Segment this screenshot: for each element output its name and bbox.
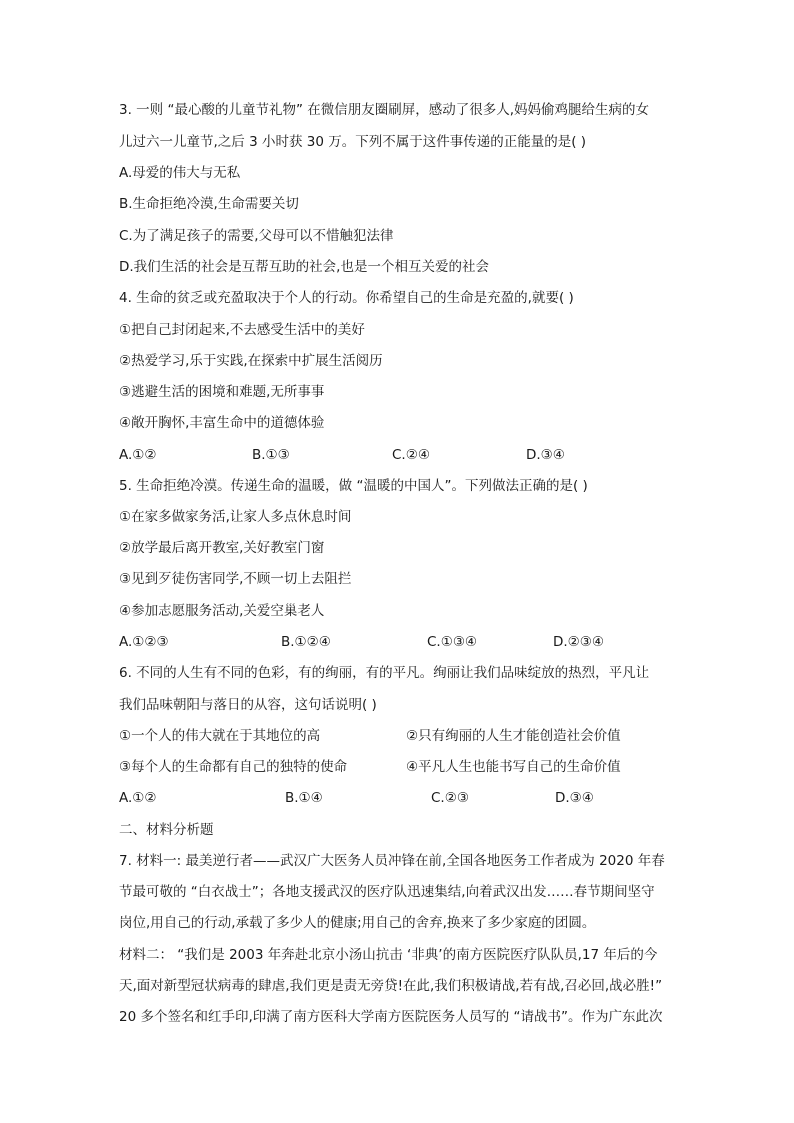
q5-answer-d: D.②③④ xyxy=(553,634,604,650)
q7-material1-line3: 岗位,用自己的行动,承载了多少人的健康;用自己的舍弃,换来了多少家庭的团圆。 xyxy=(119,915,596,931)
q3-stem-line2: 儿过六一儿童节,之后 3 小时获 30 万。下列不属于这件事传递的正能量的是( ) xyxy=(119,134,587,150)
q3-option-d: D.我们生活的社会是互帮互助的社会,也是一个相互关爱的社会 xyxy=(119,259,489,275)
q6-answer-d: D.③④ xyxy=(555,790,594,806)
q6-item-2: ②只有绚丽的人生才能创造社会价值 xyxy=(406,728,621,744)
q7-material2-line2: 天,面对新型冠状病毒的肆虐,我们更是责无旁贷!在此,我们积极请战,若有战,召必回,战必胜!” xyxy=(119,978,663,994)
q5-item-4: ④参加志愿服务活动,关爱空巢老人 xyxy=(119,603,325,619)
q4-item-3: ③逃避生活的困境和难题,无所事事 xyxy=(119,384,325,400)
q4-item-4: ④敞开胸怀,丰富生命中的道德体验 xyxy=(119,415,325,431)
q7-material2-line1: 材料二： “我们是 2003 年奔赴北京小汤山抗击 ‘非典’的南方医院医疗队队员,17 年后的今 xyxy=(119,947,658,963)
q6-item-1: ①一个人的伟大就在于其地位的高 xyxy=(119,728,321,744)
q5-item-1: ①在家多做家务活,让家人多点休息时间 xyxy=(119,509,352,525)
q6-item-4: ④平凡人生也能书写自己的生命价值 xyxy=(406,759,621,775)
q3-option-c: C.为了满足孩子的需要,父母可以不惜触犯法律 xyxy=(119,228,394,244)
q5-stem: 5. 生命拒绝冷漠。传递生命的温暖，做 “温暖的中国人”。下列做法正确的是( ) xyxy=(119,478,588,494)
q4-answer-c: C.②④ xyxy=(392,447,430,463)
q3-option-b: B.生命拒绝冷漠,生命需要关切 xyxy=(119,196,299,212)
q6-item-3: ③每个人的生命都有自己的独特的使命 xyxy=(119,759,348,775)
q5-item-3: ③见到歹徒伤害同学,不顾一切上去阻拦 xyxy=(119,571,352,587)
q7-material1-line1: 7. 材料一: 最美逆行者——武汉广大医务人员冲锋在前,全国各地医务工作者成为 2020 年春 xyxy=(119,853,665,869)
q3-option-a: A.母爱的伟大与无私 xyxy=(119,165,241,181)
q4-answer-d: D.③④ xyxy=(526,447,565,463)
section-title: 二、材料分析题 xyxy=(119,822,214,838)
q4-stem: 4. 生命的贫乏或充盈取决于个人的行动。你希望自己的生命是充盈的,就要( ) xyxy=(119,290,574,306)
q7-material2-line3: 20 多个签名和红手印,印满了南方医科大学南方医院医务人员写的 “请战书”。作为广东此次 xyxy=(119,1009,663,1025)
q4-item-1: ①把自己封闭起来,不去感受生活中的美好 xyxy=(119,322,365,338)
q5-item-2: ②放学最后离开教室,关好教室门窗 xyxy=(119,540,325,556)
q5-answer-b: B.①②④ xyxy=(281,634,331,650)
q6-stem-line1: 6. 不同的人生有不同的色彩，有的绚丽，有的平凡。绚丽让我们品味绽放的热烈，平凡让 xyxy=(119,665,650,681)
q6-stem-line2: 我们品味朝阳与落日的从容，这句话说明( ) xyxy=(119,697,377,713)
q6-answer-a: A.①② xyxy=(119,790,157,806)
q6-answer-b: B.①④ xyxy=(285,790,323,806)
q7-material1-line2: 节最可敬的 “白衣战士”；各地支援武汉的医疗队迅速集结,向着武汉出发……春节期间坚守 xyxy=(119,884,655,900)
q4-answer-b: B.①③ xyxy=(252,447,290,463)
q4-item-2: ②热爱学习,乐于实践,在探索中扩展生活阅历 xyxy=(119,353,383,369)
q5-answer-c: C.①③④ xyxy=(427,634,478,650)
q3-stem-line1: 3. 一则 “最心酸的儿童节礼物” 在微信朋友圈刷屏，感动了很多人,妈妈偷鸡腿给生病的女 xyxy=(119,102,650,118)
q5-answer-a: A.①②③ xyxy=(119,634,169,650)
q6-answer-c: C.②③ xyxy=(431,790,469,806)
q4-answer-a: A.①② xyxy=(119,447,157,463)
